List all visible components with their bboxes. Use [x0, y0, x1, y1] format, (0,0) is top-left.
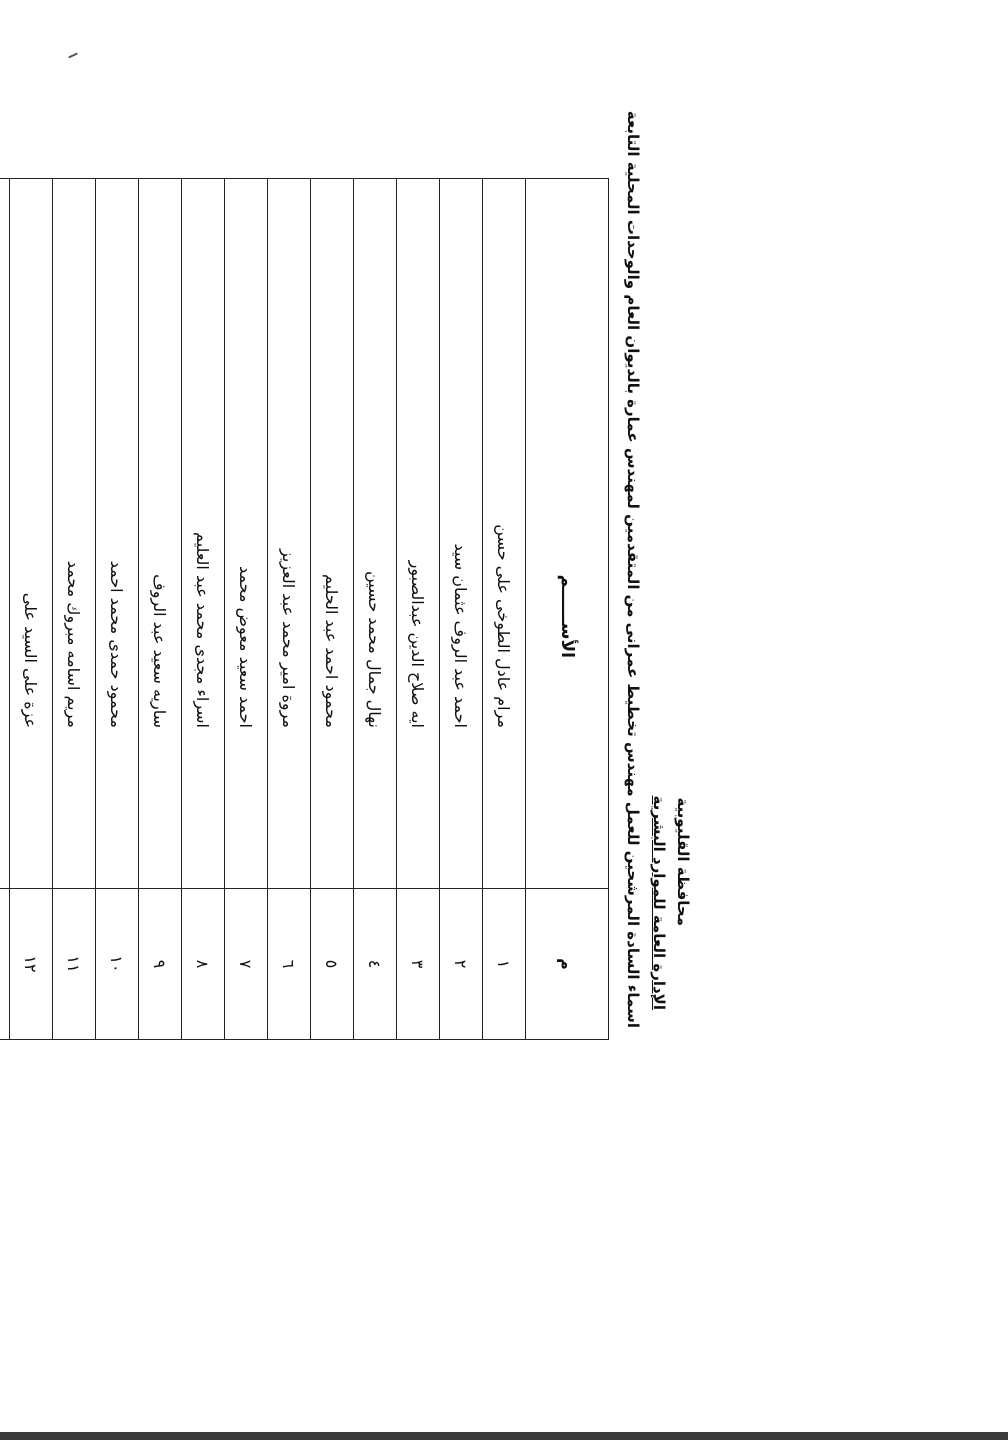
scan-edge — [0, 1432, 1008, 1440]
table-row — [397, 179, 440, 1040]
name-column-header: الأســــــم — [526, 179, 609, 889]
row-number: ٢ — [440, 889, 483, 1040]
table-row — [139, 179, 182, 1040]
department-heading: الإدارة العامة للموارد البشرية — [650, 795, 668, 1010]
row-number: ١١ — [53, 889, 96, 1040]
table-row — [53, 179, 96, 1040]
table-header-row — [526, 179, 609, 1040]
table-row — [0, 179, 10, 1040]
row-name: ساريه سعيد عبد الروف — [139, 179, 182, 889]
row-number: ٥ — [311, 889, 354, 1040]
row-number: ٧ — [225, 889, 268, 1040]
row-name: مرام عادل الطوخى على حسن — [483, 179, 526, 889]
table-row — [354, 179, 397, 1040]
row-name — [0, 179, 10, 889]
row-number: ٤ — [354, 889, 397, 1040]
row-number: ٩ — [139, 889, 182, 1040]
candidates-table — [0, 178, 609, 1040]
row-number: ٦ — [268, 889, 311, 1040]
document-title: اسماء السادة المرشحين للعمل مهندس تخطيط عمرانى من المتقدمين لمهندس عمارة بالديوان العام والوحدات المحلية التابعة — [624, 110, 642, 1028]
row-name: عزة على السيد على — [10, 179, 53, 889]
table-row — [483, 179, 526, 1040]
row-number: ١٢ — [10, 889, 53, 1040]
row-number: ٨ — [182, 889, 225, 1040]
row-name: ايه صلاح الدين عبدالصبور — [397, 179, 440, 889]
row-name: احمد عبد الروف عثمان سيد — [440, 179, 483, 889]
row-name: مروة امير محمد عبد العزيز — [268, 179, 311, 889]
scan-mark — [67, 50, 80, 61]
row-name: اسراء مجدى محمد عبد العليم — [182, 179, 225, 889]
document-page — [21, 110, 904, 1270]
table-row — [311, 179, 354, 1040]
row-name: نهال جمال محمد حسين — [354, 179, 397, 889]
number-column-header: م — [526, 889, 609, 1040]
table-row — [96, 179, 139, 1040]
table-row — [225, 179, 268, 1040]
row-name: محمود احمد عبد الحليم — [311, 179, 354, 889]
table-row — [182, 179, 225, 1040]
row-number: ١٠ — [96, 889, 139, 1040]
table-row — [268, 179, 311, 1040]
governorate-heading: محافظة القليوبية — [674, 797, 692, 926]
row-number — [0, 889, 10, 1040]
row-number: ٣ — [397, 889, 440, 1040]
row-name: محمود حمدى محمد احمد — [96, 179, 139, 889]
row-name: احمد سعيد معوض محمد — [225, 179, 268, 889]
row-name: مريم اسامه مبروك محمد — [53, 179, 96, 889]
table-row — [10, 179, 53, 1040]
row-number: ١ — [483, 889, 526, 1040]
table-row — [440, 179, 483, 1040]
